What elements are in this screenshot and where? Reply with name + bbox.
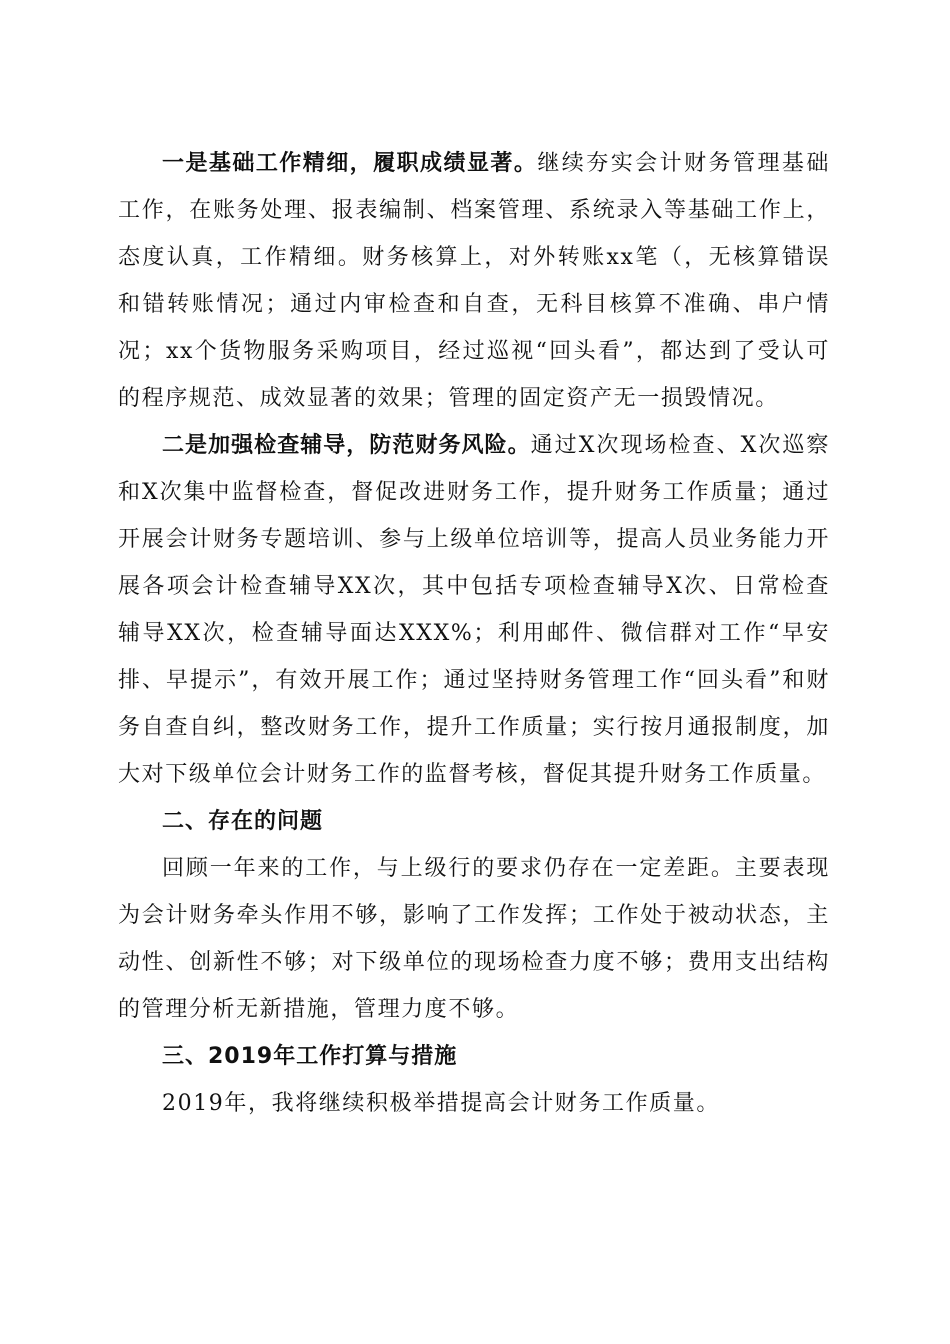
paragraph-basic-work — [118, 140, 830, 422]
paragraph-text: 通过X次现场检查、X次巡察和X次集中监督检查，督促改进财务工作，提升财务工作质量；通过开展会计财务专题培训、参与上级单位培训等，提高人员业务能力开展各项会计检查辅导XX次，其中包括专项检查辅导X次、日常检查辅导XX次，检查辅导面达XXX%；利用邮件、微信群对工作“早安排、早提示”，有效开展工作；通过坚持财务管理工作“回头看”和财务自查自纠，整改财务工作，提升工作质量；实行按月通报制度，加大对下级单位会计财务工作的监督考核，督促其提升财务工作质量。 — [118, 433, 831, 787]
section-heading-problems: 二、存在的问题 — [162, 809, 324, 834]
section-heading-plans: 三、2019年工作打算与措施 — [162, 1044, 458, 1069]
paragraph-lead: 二是加强检查辅导，防范财务风险。 — [162, 433, 531, 458]
paragraph-text: 继续夯实会计财务管理基础工作，在账务处理、报表编制、档案管理、系统录入等基础工作上，态度认真，工作精细。财务核算上，对外转账xx笔（，无核算错误和错转账情况；通过内审检查和自查，无科目核算不准确、串户情况；xx个货物服务采购项目，经过巡视“回头看”，都达到了受认可的程序规范、成效显著的效果；管理的固定资产无一损毁情况。 — [118, 151, 830, 411]
paragraph-plans: 2019年，我将继续积极举措提高会计财务工作质量。 — [162, 1091, 720, 1116]
paragraph-inspection-guidance — [118, 422, 830, 798]
document-body — [118, 140, 830, 1127]
paragraph-lead: 一是基础工作精细，履职成绩显著。 — [162, 151, 538, 176]
paragraph-problems: 回顾一年来的工作，与上级行的要求仍存在一定差距。主要表现为会计财务牵头作用不够，影响了工作发挥；工作处于被动状态，主动性、创新性不够；对下级单位的现场检查力度不够；费用支出结构的管理分析无新措施，管理力度不够。 — [118, 856, 830, 1022]
